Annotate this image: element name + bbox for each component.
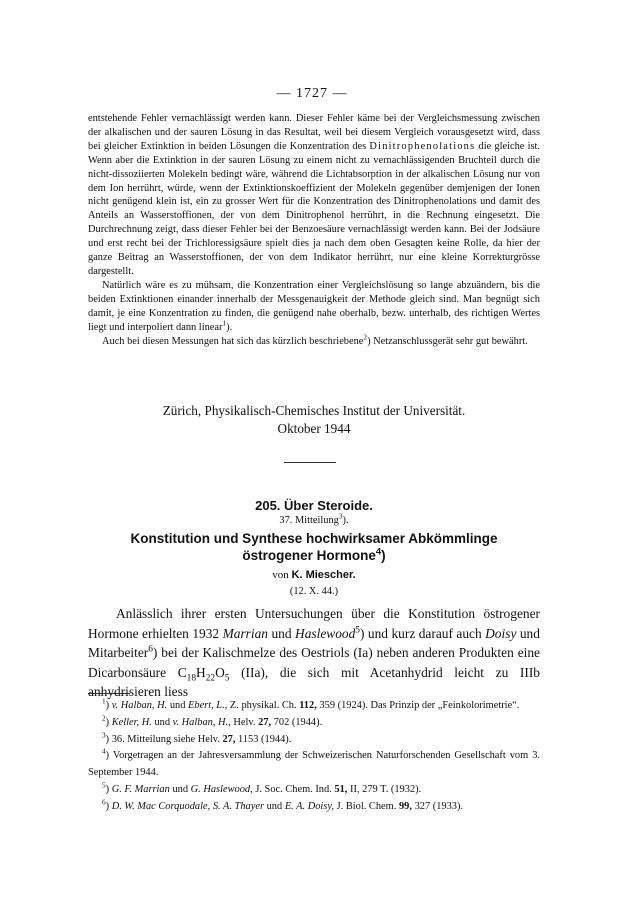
mitteilung-text: 37. Mitteilung	[279, 515, 339, 526]
author-citation: Marrian	[222, 625, 268, 641]
footnote-number: 5	[102, 781, 106, 790]
body-text: ) und kurz darauf auch	[359, 625, 482, 641]
footnote-text: und	[266, 800, 283, 812]
footnote-number: 4	[102, 747, 106, 756]
footnote-number: 2	[102, 714, 106, 723]
footnote-3: $^3$) 36. Mitteilung siehe Helv. 27, 1153 (1944).	[102, 731, 292, 745]
footnote-volume: 99,	[398, 800, 412, 812]
received-date: (12. X. 44.)	[289, 586, 339, 597]
formula-element: O	[215, 664, 225, 680]
paragraph-3	[88, 335, 540, 349]
formula-element: H	[196, 664, 206, 680]
footnote-number: 1	[102, 697, 106, 706]
paragraph-2-text: Natürlich wäre es zu mühsam, die Konzentration einer Vergleichslösung so lange abzuändern, bis die beiden Extinktionen einander innerhalb der Messgenauigkeit der Methode gleich sind. Man begnügt sich damit, je eine Konzentration zu finden, die genügend nahe oberhalb, bezw. unterhalb, des richtigen Wertes liegt und interpoliert dann linear	[88, 279, 540, 333]
formula-subscript: 22	[205, 673, 216, 684]
footnote-ref-1: 1	[222, 319, 227, 328]
footnote-author: Keller, H.	[111, 716, 152, 728]
footnote-text: 36. Mitteilung siehe Helv.	[111, 733, 220, 745]
footnote-6: $^6$) D. W. Mac Corquodale, S. A. Thayer und E. A. Doisy, J. Biol. Chem. 99, 327 (1933).	[102, 798, 464, 812]
continuation-text	[88, 112, 540, 348]
footnote-ref-4: 4	[375, 546, 382, 558]
author-prefix: von	[272, 569, 289, 581]
article-title-end: )	[381, 548, 386, 563]
footnote-number: 3	[102, 731, 106, 740]
paragraph-1-spaced-term: Dinitrophenolations	[369, 140, 476, 152]
footnote-author: D. W. Mac Corquodale, S. A. Thayer	[111, 800, 264, 812]
body-text: (IIa), die sich mit Acetanhydrid leicht zu IIIb anhydrisieren liess	[88, 664, 540, 699]
footnote-volume: 112,	[299, 700, 317, 711]
footnote-divider	[88, 693, 130, 694]
footnote-journal: J. Soc. Chem. Ind.	[255, 783, 332, 795]
footnote-ref-2: 2	[363, 333, 368, 342]
footnote-text: 1153 (1944).	[238, 733, 292, 745]
footnotes	[88, 698, 540, 816]
page-number-header: — 1727 —	[276, 86, 348, 101]
footnote-volume: 27,	[222, 733, 236, 745]
body-text: ) bei der Kalischmelze des Oestriols (Ia) neben anderen Produkten eine Dicarbonsäure C	[88, 645, 540, 680]
mitteilung-line	[88, 512, 540, 526]
footnote-text: II, 279 T. (1932).	[350, 783, 422, 795]
mitteilung-end: ).	[342, 515, 349, 526]
footnote-text: und	[154, 716, 171, 728]
footnote-ref-3: 3	[338, 512, 343, 521]
footnote-text: und	[172, 783, 189, 795]
footnote-ref-6: 6	[148, 644, 153, 655]
footnote-text: 327 (1933).	[414, 800, 464, 812]
body-text: Anlässlich ihrer ersten Untersuchungen über die Konstitution östrogener Hormone erhielten 1932	[88, 606, 540, 641]
body-text: und	[271, 625, 292, 641]
footnote-author: v. Halban, H.	[111, 700, 168, 711]
paragraph-1-rest: die gleiche ist. Wenn aber die Extinktion in der sauren Lösung zu einem nicht zu vernachlässigenden Bruchteil durch die nicht-dissoziierten Molekeln bedingt wäre, während die Lichtabsorption in der alkalischen Lösung nur von dem Ion herrührt, würde, wenn der Extinktionskoeffizient der Molekeln gegenüber demjenigen der Ionen nicht genügend klein ist, ein zu grosser Wert für die Konzentration des Dinitrophenolations und damit des Anteils an Wasserstoffionen, der von dem Dinitrophenol herrührt, in die Rechnung eingesetzt. Die Durchrechnung zeigt, dass dieser Fehler bei der Benzoesäure vernachlässigt werden kann. Bei der Jodsäure und erst recht bei der Trichloressigsäure spielt dies ja nach dem oben Gesagten keine Rolle, da hier der ganze Beitrag an Wasserstoffionen, der von dem Indikator herrührt, nur eine kleine Korrekturgrösse dargestellt.	[88, 140, 540, 277]
paragraph-1-text: entstehende Fehler vernachlässigt werden kann. Dieser Fehler käme bei der Vergleichsmessung zwischen der alkalischen und der sauren Lösung in das Resultat, weil bei diesem Vergleich vorausgesetzt wird, dass bei gleicher Extinktion in beiden Lösungen die Konzentration des	[88, 113, 540, 152]
footnote-author: Ebert, L.,	[188, 700, 228, 711]
article-body	[88, 604, 540, 702]
body-text: und Mitarbeiter	[88, 625, 540, 660]
footnote-text: 702 (1944).	[273, 716, 323, 728]
institution-line-2: Oktober 1944	[277, 421, 351, 436]
footnote-author: G. Haslewood,	[190, 783, 253, 795]
footnote-ref-5: 5	[355, 625, 360, 636]
footnote-2: $^2$) Keller, H. und v. Halban, H., Helv. 27, 702 (1944).	[102, 714, 323, 728]
footnote-text: Vorgetragen an der Jahresversammlung der Schweizerischen Naturforschenden Gesellschaft vom 3. September 1944.	[88, 750, 540, 779]
footnote-4: $^4$) Vorgetragen an der Jahresversammlung der Schweizerischen Naturforschenden Gesellschaft vom 3. September 1944.	[88, 747, 540, 779]
footnote-volume: 27,	[258, 716, 272, 728]
section-number: 205. Über Steroide.	[255, 498, 373, 513]
article-title-line-2	[88, 547, 540, 564]
article-title	[88, 530, 540, 564]
article-title-line-1: Konstitution und Synthese hochwirksamer Abkömmlinge	[130, 531, 498, 546]
author-line	[88, 569, 540, 581]
paragraph-3-text: Auch bei diesen Messungen hat sich das kürzlich beschriebene	[102, 335, 364, 347]
paragraph-3-end: ) Netzanschlussgerät sehr gut bewährt.	[367, 335, 528, 347]
author-name: K. Miescher.	[291, 569, 356, 581]
footnote-journal: Helv.	[233, 716, 256, 728]
author-citation: Haslewood	[295, 625, 356, 641]
footnote-number: 6	[102, 798, 106, 807]
footnote-text: 359 (1924). Das Prinzip der „Feinkolorimetrie“.	[319, 700, 520, 711]
section-divider	[284, 462, 336, 463]
institution-line-1: Zürich, Physikalisch-Chemisches Institut der Universität.	[162, 403, 466, 418]
footnote-volume: 51,	[334, 783, 348, 795]
footnote-journal: J. Biol. Chem.	[336, 800, 397, 812]
footnote-text: und	[169, 700, 186, 711]
paragraph-2-end: ).	[226, 321, 233, 333]
formula-subscript: 18	[186, 673, 197, 684]
footnote-1: $^1$) v. Halban, H. und Ebert, L., Z. physikal. Ch. 112, 359 (1924). Das Prinzip der „Feinkolorimetrie“.	[102, 697, 520, 711]
article-title-line-2-text: östrogener Hormone	[242, 548, 376, 563]
footnote-author: E. A. Doisy,	[284, 800, 334, 812]
article-paragraph-1	[88, 604, 540, 702]
footnote-5: $^5$) G. F. Marrian und G. Haslewood, J. Soc. Chem. Ind. 51, II, 279 T. (1932).	[102, 781, 422, 795]
paragraph-2	[88, 279, 540, 335]
footnote-journal: Z. physikal. Ch.	[229, 700, 297, 711]
footnote-author: v. Halban, H.,	[172, 716, 231, 728]
paragraph-1	[88, 112, 540, 279]
formula-subscript: 5	[224, 673, 230, 684]
author-citation: Doisy	[485, 625, 517, 641]
footnote-author: G. F. Marrian	[111, 783, 170, 795]
